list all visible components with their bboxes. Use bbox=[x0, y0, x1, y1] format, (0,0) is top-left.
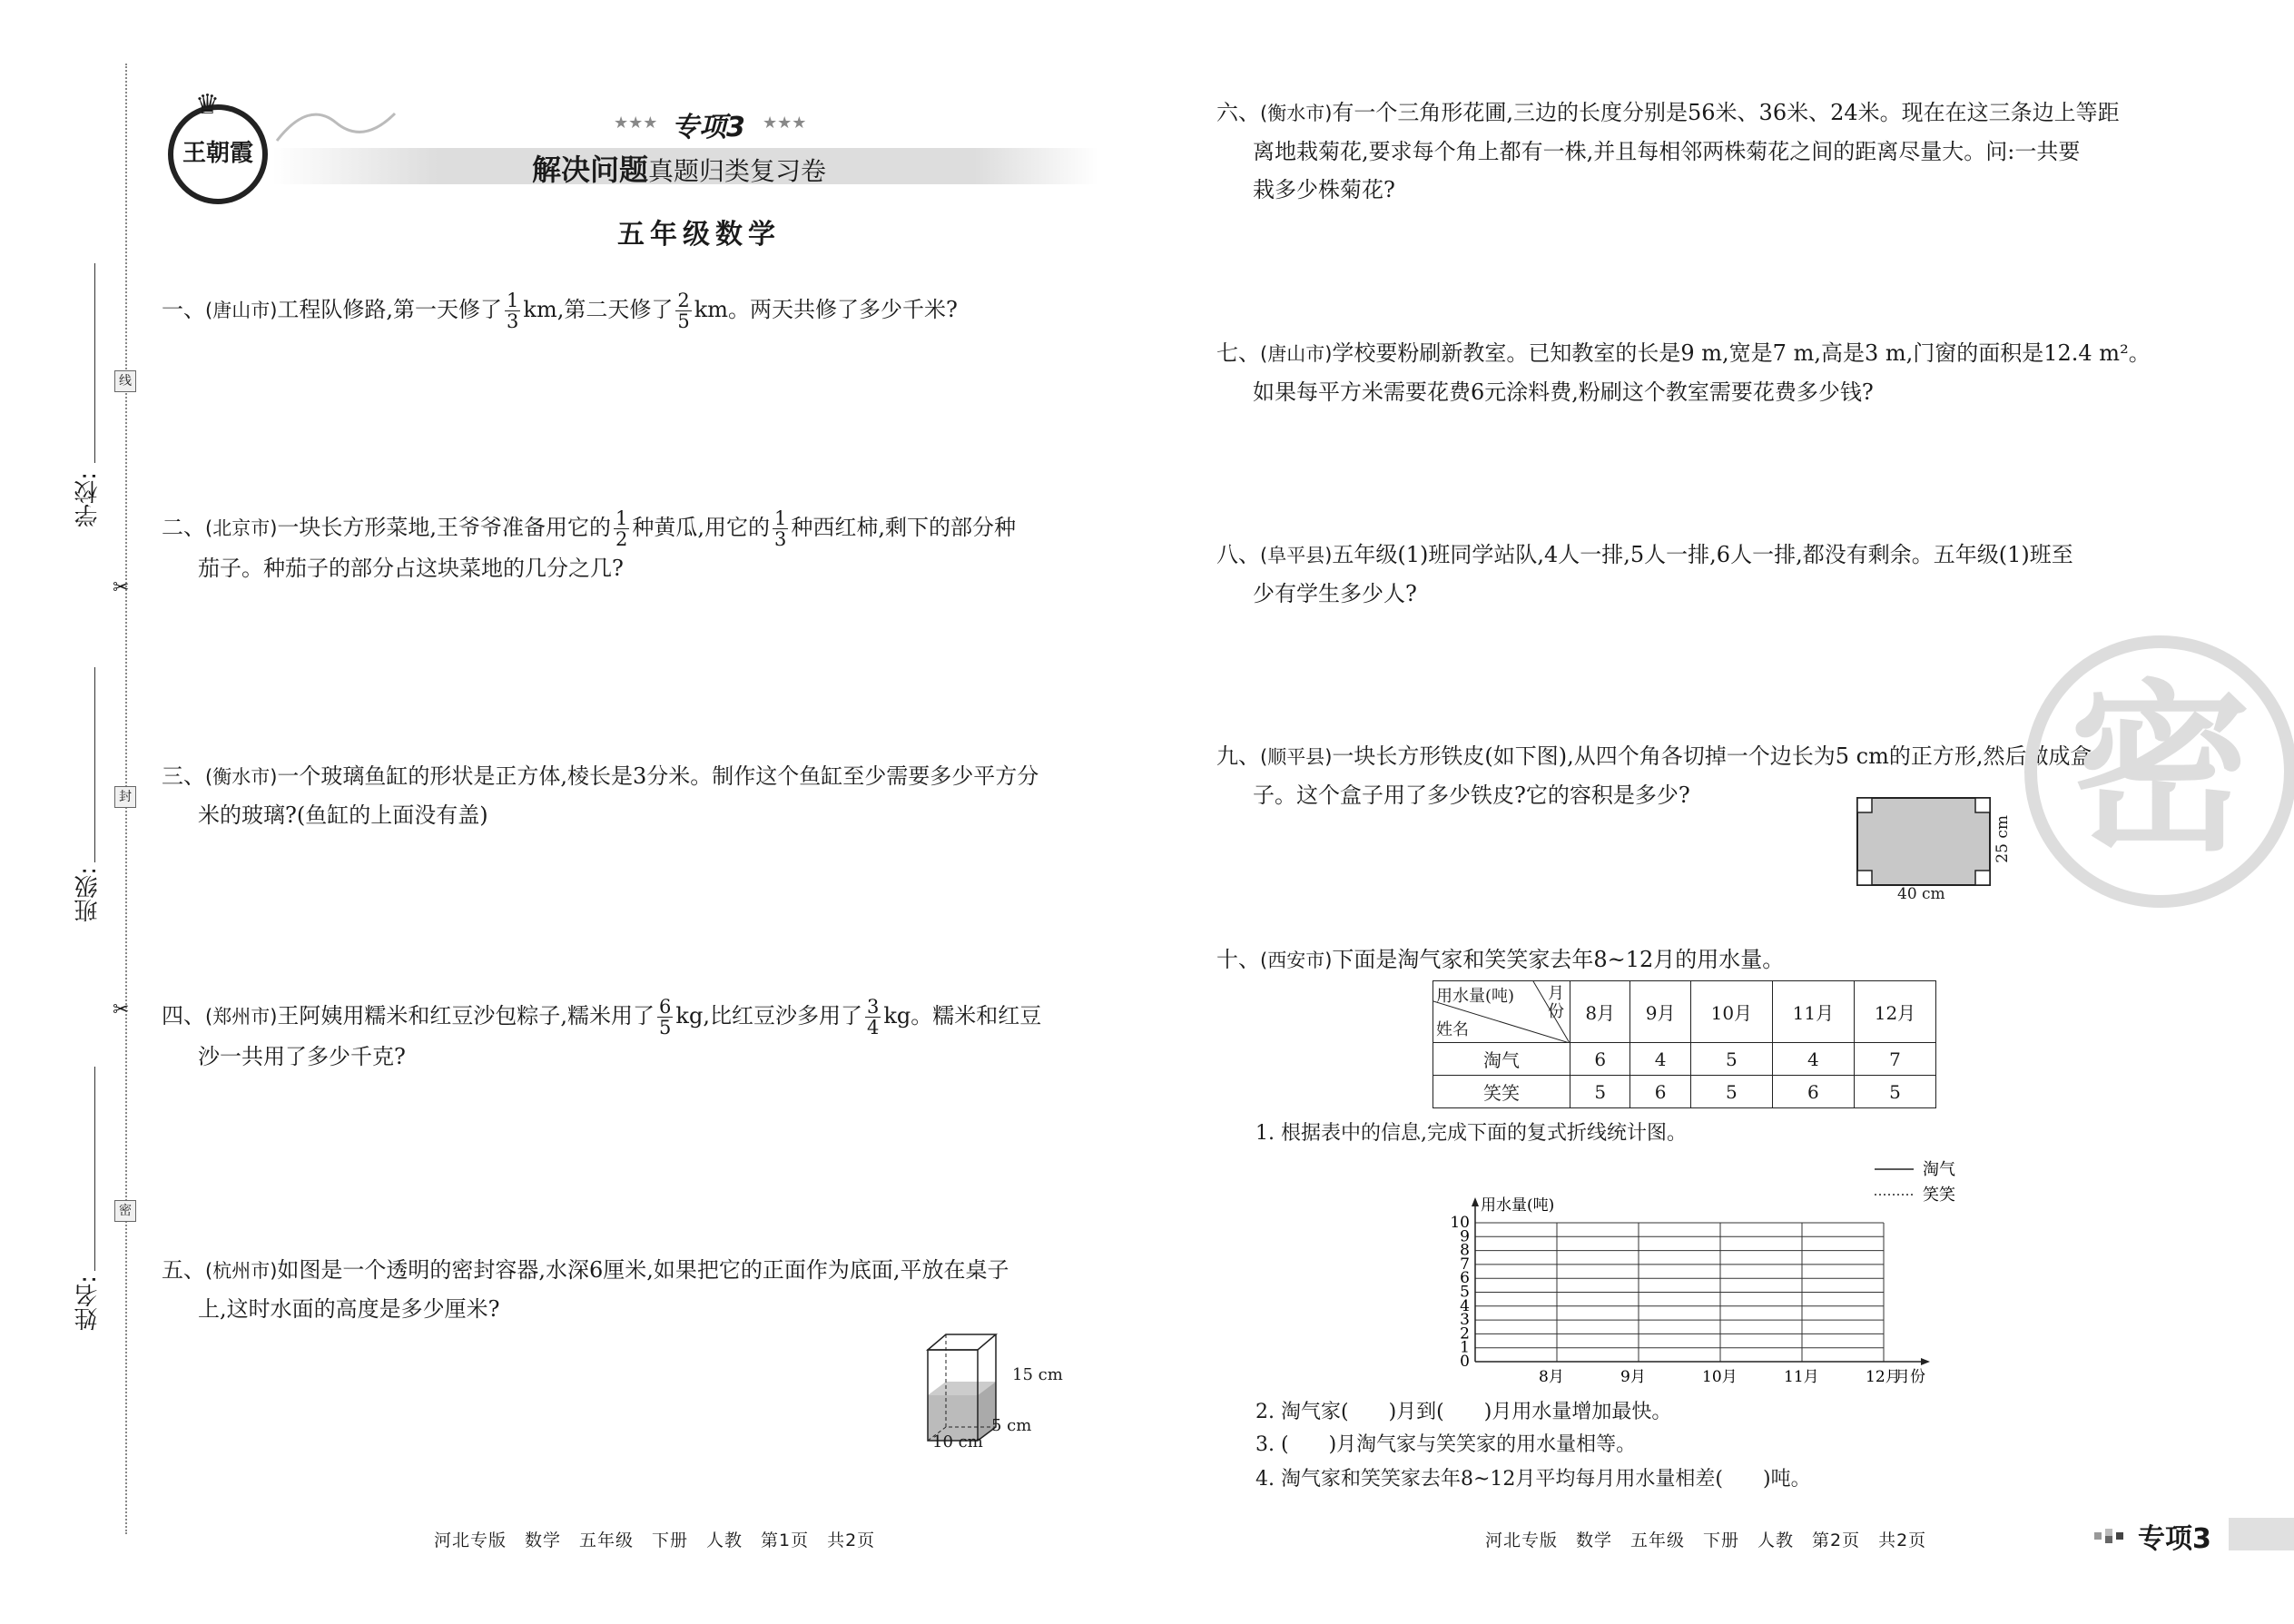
table-cell: 5 bbox=[1570, 1076, 1630, 1108]
main-title bbox=[532, 147, 826, 189]
table-header: 11月 bbox=[1772, 981, 1854, 1043]
class-label: 班级: bbox=[74, 867, 102, 922]
line-chart bbox=[1425, 1151, 1988, 1396]
sub-question-3: 3. ( )月淘气家与笑笑家的用水量相等。 bbox=[1255, 1433, 1637, 1456]
subtitle: 五年级数学 bbox=[617, 219, 781, 251]
fraction: $\frac{2}{5}$ bbox=[677, 290, 690, 332]
y-tick-label: 4 bbox=[1460, 1296, 1470, 1315]
table-cell: 6 bbox=[1630, 1076, 1690, 1108]
class-field[interactable] bbox=[94, 667, 95, 862]
seal-mark-seal: 封 bbox=[114, 786, 136, 808]
question-4: 四、(郑州市)王阿姨用糯米和红豆沙包粽子,糯米用了 $\frac{6}{5}$ kg,比红豆沙多用了 $\frac{3}{4}$ kg。糯米和红豆 沙一共用了多少千克? bbox=[162, 996, 1042, 1069]
y-tick-label: 8 bbox=[1460, 1241, 1470, 1260]
y-tick-label: 10 bbox=[1450, 1214, 1470, 1232]
x-tick-label: 11月 bbox=[1784, 1368, 1819, 1386]
table-row bbox=[1433, 1076, 1936, 1108]
table-cell: 4 bbox=[1772, 1043, 1854, 1076]
y-tick-label: 5 bbox=[1460, 1283, 1470, 1302]
y-tick-label: 6 bbox=[1460, 1269, 1470, 1288]
y-tick-label: 2 bbox=[1460, 1324, 1470, 1343]
y-axis-label: 用水量(吨) bbox=[1481, 1196, 1555, 1215]
question-6: 六、(衡水市)有一个三角形花圃,三边的长度分别是56米、36米、24米。现在在这三条边上等距 离地栽菊花,要求每个角上都有一株,并且每相邻两株菊花之间的距离尽量大。问:一共要 栽多少株菊花? bbox=[1216, 100, 2120, 202]
y-axis-arrow bbox=[1472, 1197, 1479, 1206]
y-tick-label: 7 bbox=[1460, 1255, 1470, 1274]
title-stars-left: ★★★ bbox=[614, 113, 658, 133]
table-cell: 5 bbox=[1690, 1076, 1772, 1108]
school-label: 学校: bbox=[74, 472, 102, 527]
legend-label: 笑笑 bbox=[1923, 1186, 1955, 1205]
dim-width-label: 10 cm bbox=[932, 1432, 983, 1452]
name-label: 姓名: bbox=[74, 1275, 102, 1331]
dim-height-label: 15 cm bbox=[1012, 1365, 1063, 1384]
fraction: $\frac{3}{4}$ bbox=[866, 996, 880, 1038]
name-field[interactable] bbox=[94, 1067, 95, 1271]
seal-watermark-icon: 密 bbox=[2024, 635, 2294, 908]
x-tick-label: 8月 bbox=[1539, 1368, 1564, 1386]
footer-left: 河北专版 数学 五年级 下册 人教 第1页 共2页 bbox=[434, 1530, 876, 1550]
table-cell: 6 bbox=[1772, 1076, 1854, 1108]
school-field[interactable] bbox=[94, 263, 95, 463]
y-tick-label: 3 bbox=[1460, 1311, 1470, 1330]
title-stars-right: ★★★ bbox=[763, 113, 807, 133]
question-7: 七、(唐山市)学校要粉刷新教室。已知教室的长是9 m,宽是7 m,高是3 m,门窗的面积是12.4 m²。 如果每平方米需要花费6元涂料费,粉刷这个教室需要花费多少钱? bbox=[1216, 340, 2151, 405]
legend-label: 淘气 bbox=[1923, 1160, 1955, 1179]
table-cell: 4 bbox=[1630, 1043, 1690, 1076]
table-header: 12月 bbox=[1854, 981, 1935, 1043]
table-cell: 5 bbox=[1690, 1043, 1772, 1076]
sub-question-2: 2. 淘气家( )月到( )月用水量增加最快。 bbox=[1255, 1401, 1672, 1423]
question-2: 二、(北京市)一块长方形菜地,王爷爷准备用它的 $\frac{1}{2}$ 种黄瓜,用它的 $\frac{1}{3}$ 种西红柿,剩下的部分种 茄子。种茄子的部分占这块菜地的几分之几? bbox=[162, 507, 1017, 581]
question-10: 十、(西安市)下面是淘气家和笑笑家去年8~12月的用水量。 bbox=[1216, 947, 1785, 972]
seal-mark-line: 线 bbox=[114, 370, 136, 392]
x-tick-label: 12月 bbox=[1866, 1368, 1901, 1386]
table-header: 9月 bbox=[1630, 981, 1690, 1043]
corner-month: 月份 bbox=[1548, 984, 1564, 1021]
question-3: 三、(衡水市)一个玻璃鱼缸的形状是正方体,棱长是3分米。制作这个鱼缸至少需要多少平方分 米的玻璃?(鱼缸的上面没有盖) bbox=[162, 763, 1039, 828]
x-axis-label: 月份 bbox=[1895, 1368, 1925, 1386]
x-axis-arrow bbox=[1921, 1358, 1930, 1365]
table-cell: 6 bbox=[1570, 1043, 1630, 1076]
sub-question-4: 4. 淘气家和笑笑家去年8~12月平均每月用水量相差( )吨。 bbox=[1255, 1468, 1811, 1491]
x-tick-label: 9月 bbox=[1620, 1368, 1646, 1386]
question-8: 八、(阜平县)五年级(1)班同学站队,4人一排,5人一排,6人一排,都没有剩余。五年级(1)班至 少有学生多少人? bbox=[1216, 542, 2073, 606]
sub-question-1: 1. 根据表中的信息,完成下面的复式折线统计图。 bbox=[1255, 1122, 1687, 1145]
footer-right: 河北专版 数学 五年级 下册 人教 第2页 共2页 bbox=[1485, 1530, 1927, 1550]
question-1: 一、(唐山市)工程队修路,第一天修了 $\frac{1}{3}$ km,第二天修了 $\frac{2}{5}$ km。两天共修了多少千米? bbox=[162, 290, 958, 332]
dim-height-label: 25 cm bbox=[1994, 815, 2012, 863]
crown-icon: ♛ bbox=[195, 89, 220, 121]
y-tick-label: 0 bbox=[1460, 1353, 1470, 1371]
table-row bbox=[1433, 1043, 1936, 1076]
fraction: $\frac{6}{5}$ bbox=[659, 996, 672, 1038]
sheet-figure bbox=[1856, 797, 1991, 886]
fraction: $\frac{1}{2}$ bbox=[615, 507, 628, 550]
row-name: 笑笑 bbox=[1433, 1076, 1570, 1108]
table-header: 10月 bbox=[1690, 981, 1772, 1043]
fraction: $\frac{1}{3}$ bbox=[507, 290, 519, 332]
footer-tab-bar bbox=[2229, 1518, 2294, 1550]
scissor-icon: ✂ bbox=[113, 576, 130, 599]
question-5: 五、(杭州市)如图是一个透明的密封容器,水深6厘米,如果把它的正面作为底面,平放在桌子 上,这时水面的高度是多少厘米? bbox=[162, 1257, 1009, 1322]
ribbon-decoration bbox=[272, 95, 399, 150]
water-usage-table bbox=[1433, 980, 1936, 1108]
special-label: 专项3 bbox=[672, 112, 745, 143]
dim-depth-label: 5 cm bbox=[991, 1416, 1032, 1435]
corner-name: 姓名 bbox=[1436, 1020, 1469, 1039]
x-tick-label: 10月 bbox=[1702, 1368, 1738, 1386]
logo-text: 王朝霞 bbox=[182, 140, 253, 167]
footer-tab-decoration bbox=[2092, 1525, 2138, 1543]
table-cell: 7 bbox=[1854, 1043, 1935, 1076]
table-corner-cell bbox=[1433, 981, 1570, 1043]
y-tick-label: 1 bbox=[1460, 1338, 1470, 1357]
question-9: 九、(顺平县)一块长方形铁皮(如下图),从四个角各切掉一个边长为5 cm的正方形,然后做成盒 子。这个盒子用了多少铁皮?它的容积是多少? bbox=[1216, 743, 2092, 808]
fraction: $\frac{1}{3}$ bbox=[774, 507, 787, 550]
seal-mark-secret: 密 bbox=[114, 1200, 136, 1222]
main-title-rest: 真题归类复习卷 bbox=[648, 156, 827, 186]
footer-tab: 专项3 bbox=[2138, 1523, 2211, 1555]
table-header: 8月 bbox=[1570, 981, 1630, 1043]
dim-width-label: 40 cm bbox=[1897, 885, 1945, 903]
corner-usage: 用水量(吨) bbox=[1436, 987, 1515, 1006]
scissor-icon: ✂ bbox=[113, 999, 130, 1021]
row-name: 淘气 bbox=[1433, 1043, 1570, 1076]
table-cell: 5 bbox=[1854, 1076, 1935, 1108]
y-tick-label: 9 bbox=[1460, 1227, 1470, 1246]
main-title-bold: 解决问题 bbox=[532, 153, 649, 187]
